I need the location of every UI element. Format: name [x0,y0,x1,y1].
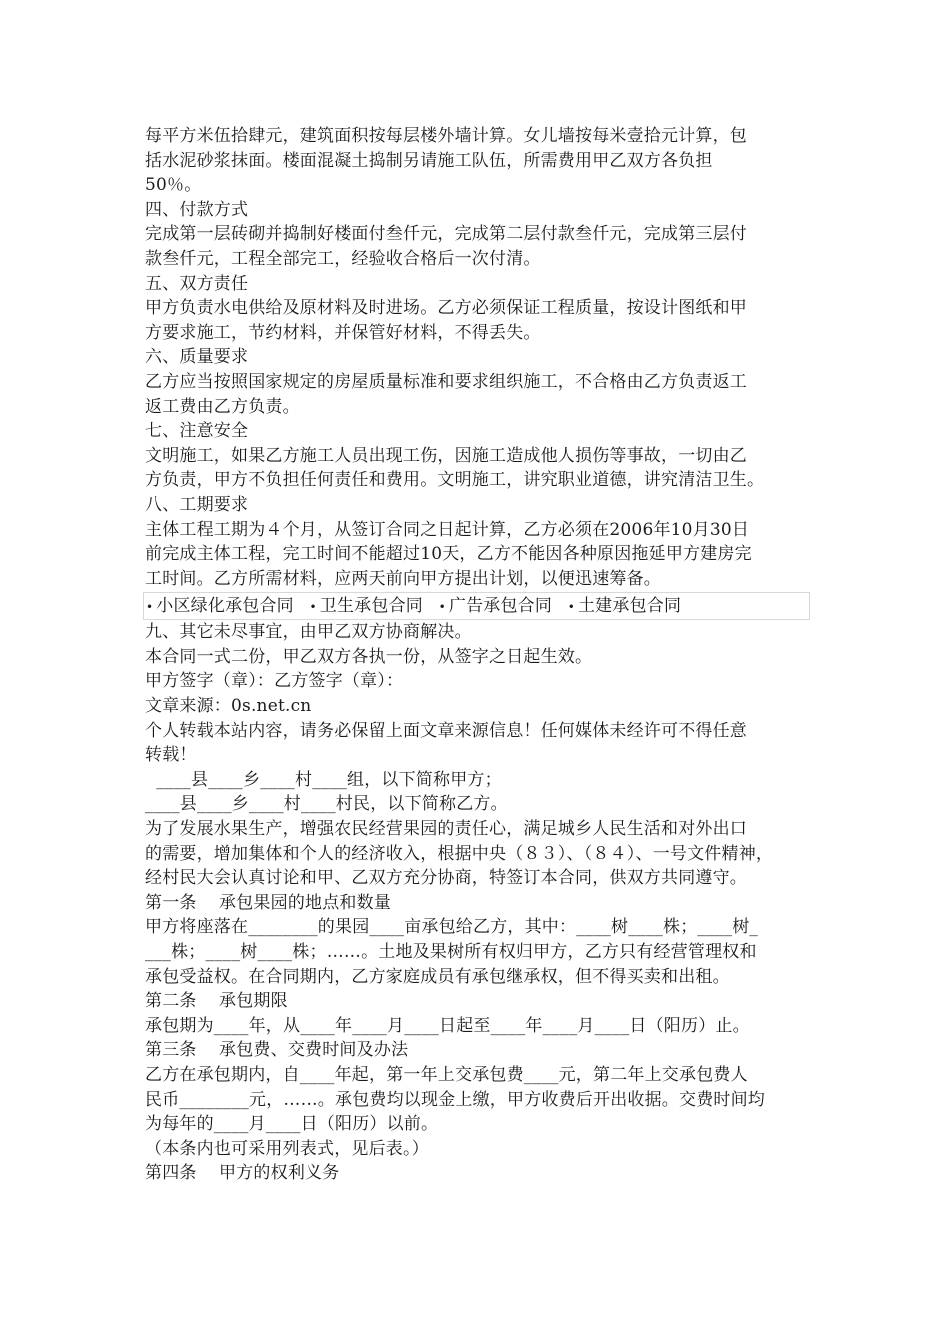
text-line: 50％。 [145,175,202,196]
bullet-icon: • [146,600,154,615]
text-line: 方要求施工，节约材料，并保管好材料，不得丢失。 [145,322,541,343]
text-line: ___株；____树____株；……。土地及果树所有权归甲方，乙方只有经营管理权和 [145,942,757,962]
text-line: 承包受益权。在合同期内，乙方家庭成员有承包继承权，但不得买卖和出租。 [145,966,730,987]
related-link-advertising[interactable]: • 广告承包合同 [438,596,553,617]
text-line: 文明施工，如果乙方施工人员出现工伤，因施工造成他人损伤等事故，一切由乙 [145,445,747,466]
related-links-bar [143,592,810,620]
text-line: 转载！ [145,745,197,766]
text-line: 每平方米伍拾肆元，建筑面积按每层楼外墙计算。女儿墙按每米壹拾元计算，包 [145,126,747,146]
text-line: 为每年的____月____日（阳历）以前。 [145,1114,439,1135]
text-line: 甲方将座落在________的果园____亩承包给乙方，其中：____树____株；____树_ [145,917,759,938]
text-line: 甲方签字（章）：乙方签字（章）： [145,671,404,692]
related-link-sanitation[interactable]: • 卫生承包合同 [309,596,423,617]
text-line: 四、付款方式 [145,199,249,220]
text-line: （本条内也可采用列表式，见后表。） [145,1138,429,1159]
text-line: 承包期为____年，从____年____月____日起至____年____月____日（阳历）止。 [145,1015,750,1036]
text-line: 八、工期要求 [145,494,249,515]
text-line: 本合同一式二份，甲乙双方各执一份，从签字之日起生效。 [145,646,593,667]
text-line: 乙方应当按照国家规定的房屋质量标准和要求组织施工，不合格由乙方负责返工 [145,371,747,392]
related-link-greening[interactable]: • 小区绿化承包合同 [146,596,294,617]
related-link-construction[interactable]: • 土建承包合同 [567,596,682,617]
text-line: 民币________元，……。承包费均以现金上缴，甲方收费后开出收据。交费时间均 [145,1089,765,1110]
text-line: 七、注意安全 [145,421,249,442]
text-line: 括水泥砂浆抹面。楼面混凝土捣制另请施工队伍，所需费用甲乙双方各负担 [145,150,713,171]
document-body [145,124,810,1186]
text-line: ____县____乡____村____村民，以下简称乙方。 [145,794,508,815]
text-line: 前完成主体工程，完工时间不能超过10天，乙方不能因各种原因拖延甲方建房完 [145,544,752,565]
text-line: 第四条 甲方的权利义务 [145,1163,340,1184]
bullet-icon: • [309,600,317,615]
text-line: 五、双方责任 [145,273,249,294]
text-line: 经村民大会认真讨论和甲、乙双方充分协商，特签订本合同，供双方共同遵守。 [145,868,747,889]
text-line: 完成第一层砖砌并捣制好楼面付叁仟元，完成第二层付款叁仟元，完成第三层付 [145,224,747,245]
text-line: 第三条 承包费、交费时间及办法 [145,1040,409,1061]
text-line: 返工费由乙方负责。 [145,396,300,417]
text-line: 工时间。乙方所需材料，应两天前向甲方提出计划，以便迅速筹备。 [145,568,661,589]
text-line: 个人转载本站内容，请务必保留上面文章来源信息！任何媒体未经许可不得任意 [145,720,747,741]
text-line: 文章来源：0s.net.cn [145,696,312,717]
text-line: 主体工程工期为４个月，从签订合同之日起计算，乙方必须在2006年10月30日 [145,519,750,540]
text-line: 方负责，甲方不负担任何责任和费用。文明施工，讲究职业道德，讲究清洁卫生。 [145,470,765,491]
text-line: 款叁仟元，工程全部完工，经验收合格后一次付清。 [145,248,541,269]
text-line: 甲方负责水电供给及原材料及时进场。乙方必须保证工程质量，按设计图纸和甲 [145,298,747,319]
bullet-icon: • [438,600,446,615]
contract-text-top [145,124,810,591]
text-line: 为了发展水果生产，增强农民经营果园的责任心，满足城乡人民生活和对外出口 [145,819,747,840]
text-line: 第一条 承包果园的地点和数量 [145,892,392,913]
text-line: 第二条 承包期限 [145,991,288,1012]
text-line: 乙方在承包期内，自____年起，第一年上交承包费____元，第二年上交承包费人 [145,1064,748,1085]
text-line: 六、质量要求 [145,347,249,368]
bullet-icon: • [567,600,575,615]
text-line: 九、其它未尽事宜，由甲乙双方协商解决。 [145,622,472,643]
text-line: ____县____乡____村____组，以下简称甲方； [145,769,502,790]
contract-text-bottom [145,620,810,1186]
text-line: 的需要，增加集体和个人的经济收入，根据中央（８３）、（８４）、一号文件精神， [145,843,774,864]
